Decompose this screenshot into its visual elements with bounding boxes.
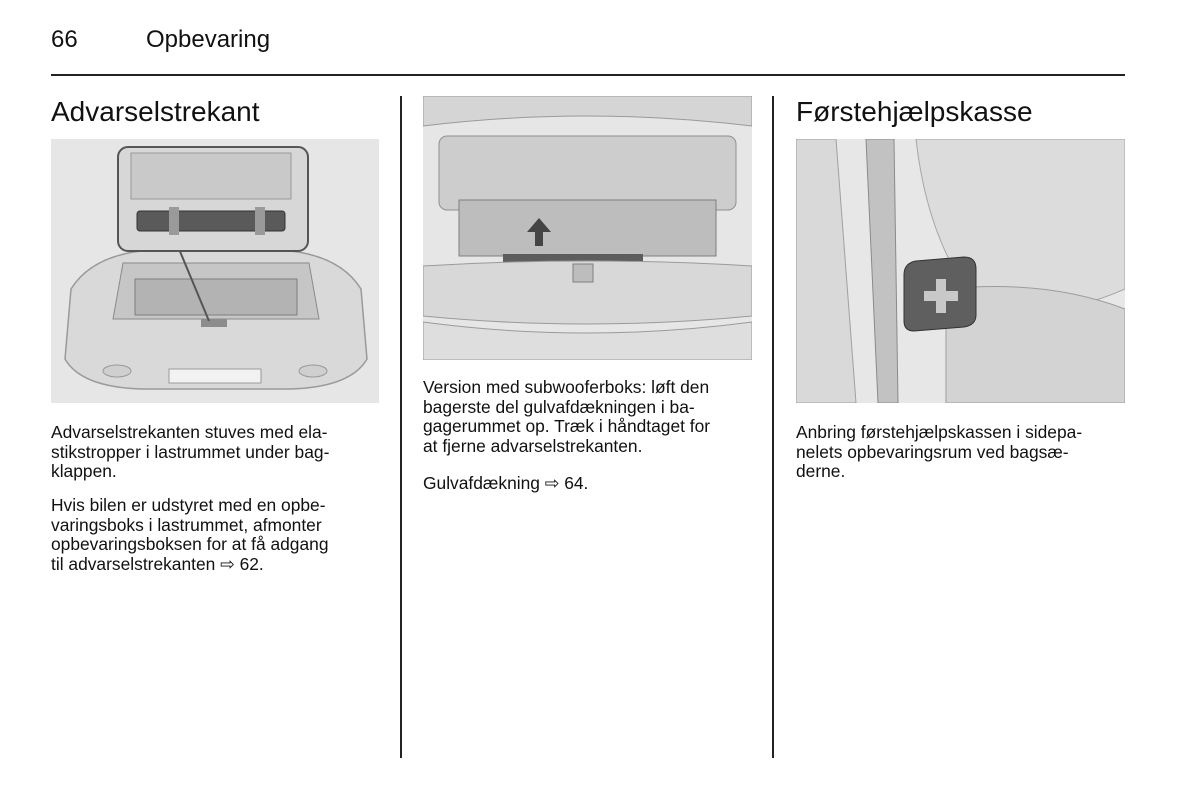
paragraph-1: Advarselstrekanten stuves med ela- stikstropper i lastrummet under bag- klappen. [51,422,330,482]
figure-warning-triangle [51,139,379,403]
column-divider-1 [400,96,402,758]
column-divider-2 [772,96,774,758]
paragraph-3: Version med subwooferboks: løft den bagerste del gulvafdækningen i ba- gagerummet op. Træk i håndtaget for at fjerne advarselstrekanten. [423,377,711,457]
section-title: Opbevaring [146,26,271,53]
heading-warning-triangle: Advarselstrekant [51,96,260,127]
heading-first-aid-kit: Førstehjælpskasse [796,96,1033,127]
page-number: 66 [51,26,78,53]
figure-first-aid-kit [796,139,1125,403]
paragraph-4: Gulvafdækning ⇨ 64. [423,473,589,493]
figure-subwoofer-box [423,96,752,360]
paragraph-5: Anbring førstehjælpskassen i sidepa- nelets opbevaringsrum ved bagsæ- derne. [796,422,1083,482]
paragraph-2: Hvis bilen er udstyret med en opbe- varingsboks i lastrummet, afmonter opbevaringsboksen for at få adgang til advarselstrekanten ⇨ 62. [51,495,329,575]
header-rule [51,74,1125,76]
